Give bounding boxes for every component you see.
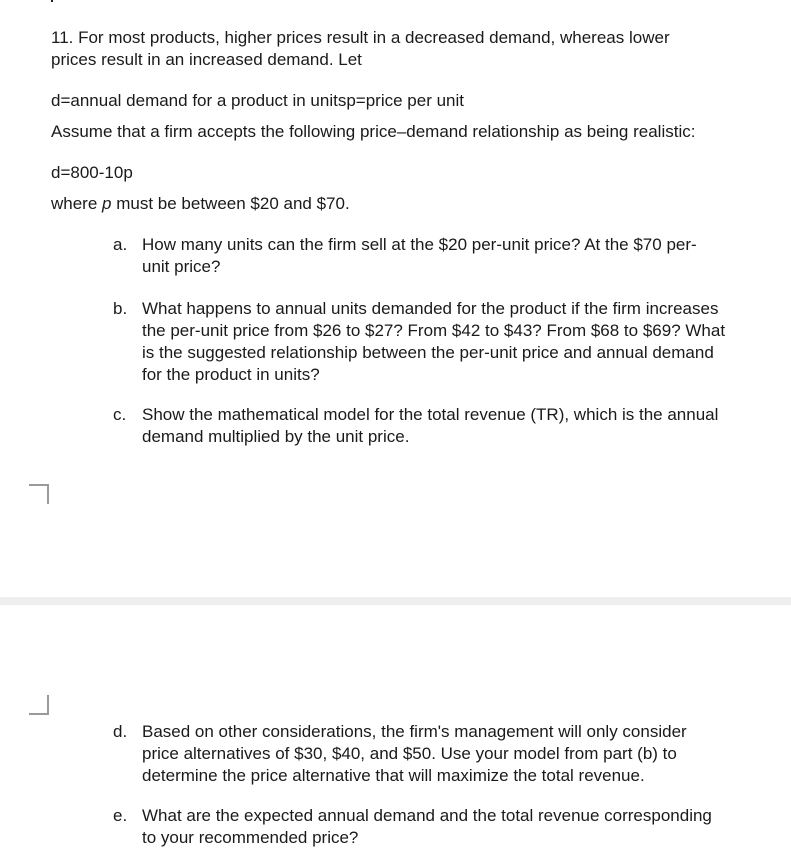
question-letter: a. bbox=[113, 235, 128, 254]
assumption-statement: Assume that a firm accepts the following price–demand relationship as being realistic: bbox=[51, 122, 696, 141]
question-text: What are the expected annual demand and the total revenue corresponding to your recommended price? bbox=[142, 806, 712, 847]
problem-intro-line-1: 11. For most products, higher prices result in a decreased demand, whereas lower bbox=[51, 28, 670, 47]
question-text: What happens to annual units demanded for the product if the firm increases the per-unit price from $26 to $27? From $42 to $43? From $68 to $69? What is the suggested relationship between the per-unit price and annual demand for the product in units? bbox=[142, 299, 726, 384]
question-d bbox=[113, 721, 791, 787]
question-letter: e. bbox=[113, 806, 128, 825]
question-a bbox=[113, 234, 791, 278]
page-edge-mark bbox=[51, 0, 53, 2]
question-letter: c. bbox=[113, 405, 127, 424]
crop-corner-mark bbox=[29, 484, 49, 504]
variable-definitions: d=annual demand for a product in unitsp=price per unit bbox=[51, 91, 464, 110]
constraint-variable: p bbox=[102, 194, 112, 213]
demand-equation: d=800-10p bbox=[51, 163, 133, 182]
constraint-suffix: must be between $20 and $70. bbox=[111, 194, 350, 213]
crop-corner-mark bbox=[29, 695, 49, 715]
problem-intro-line-2: prices result in an increased demand. Let bbox=[51, 50, 362, 69]
question-text: Based on other considerations, the firm's management will only consider price alternatives of $30, $40, and $50. Use your model from part (b) to determine the price alternative that will maximize the total revenue. bbox=[142, 722, 687, 785]
question-e bbox=[113, 805, 791, 849]
question-text: How many units can the firm sell at the $20 per-unit price? At the $70 per- unit price? bbox=[142, 235, 697, 276]
question-letter: b. bbox=[113, 299, 128, 318]
document-page-bottom bbox=[0, 605, 791, 861]
question-text: Show the mathematical model for the total revenue (TR), which is the annual demand multiplied by the unit price. bbox=[142, 405, 719, 446]
question-b bbox=[113, 298, 791, 386]
constraint-prefix: where bbox=[51, 194, 103, 213]
question-c bbox=[113, 404, 791, 448]
question-letter: d. bbox=[113, 722, 128, 741]
price-constraint bbox=[51, 193, 350, 215]
page-divider bbox=[0, 597, 791, 605]
